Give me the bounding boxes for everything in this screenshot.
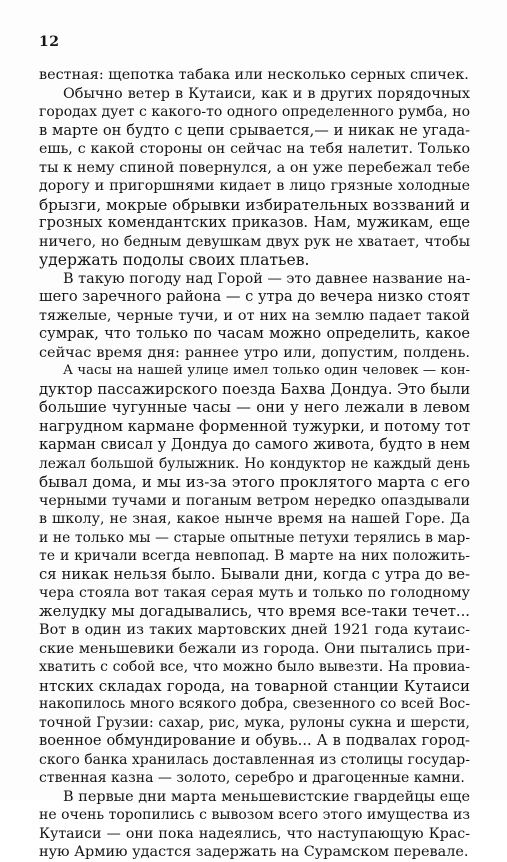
text-line: военное обмундирование и обувь... А в подвалах город- (39, 732, 470, 749)
text-line: дорогу и пригоршнями кидает в лицо грязные холодные (39, 178, 470, 194)
text-line: и не только мы — старые опытные петухи терялись в мар- (39, 529, 470, 546)
text-line: грозных комендантских приказов. Нам, мужикам, еще (39, 214, 470, 231)
page-number: 12 (39, 34, 60, 50)
text-line: А часы на нашей улице имел только один человек — кон- (63, 363, 470, 378)
text-line: точной Грузии: сахар, рис, мука, рулоны сукна и шерсти, (39, 714, 470, 731)
text-line: Обычно ветер в Кутаиси, как и в других порядочных (63, 85, 470, 102)
text-line: большие чугунные часы — они у него лежали в левом (39, 399, 470, 416)
text-line: ты к нему спиной повернулся, а он уже перебежал тебе (39, 159, 470, 176)
text-line: брызги, мокрые обрывки избирательных воззваний и (39, 195, 470, 214)
text-line: нагрудном кармане форменной тужурки, и потому тот (39, 417, 470, 435)
text-line: удержать подолы своих платьев. (39, 251, 310, 269)
text-line: тяжелые, черные тучи, и от них на землю падает такой (39, 307, 470, 324)
text-line: В такую погоду над Горой — это давнее название на- (63, 270, 470, 287)
text-line: нтских складах города, на товарной станции Кутаиси (39, 676, 470, 695)
text-line: не очень торопились с вывозом всего этого имущества из (39, 807, 470, 823)
text-line: сейчас время дня: раннее утро или, допустим, полдень. (39, 344, 470, 361)
text-line: те и кричали всегда невпопад. В марте на них положить- (39, 548, 470, 564)
text-line: хватить с собой все, что можно было вывезти. На провиа- (39, 659, 470, 675)
text-line: в школу, не зная, какое нынче время на нашей Горе. Да (39, 511, 470, 527)
text-line: в марте он будто с цепи срывается,— и никак не угада- (39, 121, 470, 139)
text-line: ственная казна — золото, серебро и драгоценные камни. (39, 770, 465, 786)
text-line: Вот в один из таких мартовских дней 1921 года кутаис- (39, 622, 470, 638)
text-line: вестная: щепотка табака или несколько серных спичек. (39, 67, 469, 83)
text-line: ские меньшевики бежали из города. Они пытались при- (39, 640, 470, 657)
text-line: сумрак, что только по часам можно определить, какое (39, 325, 470, 342)
text-line: чера стояла вот такая серая муть и только по голодному (39, 585, 470, 601)
text-line: желудку мы догадывались, что время все-таки течет... (39, 602, 470, 620)
text-line: черными тучами и поганым ветром нередко опаздывали (39, 492, 470, 509)
text-line: бывал дома, и мы из-за этого проклятого марта с его (39, 473, 470, 491)
text-line: накопилось много всякого добра, свезенного со всей Вос- (39, 696, 470, 712)
body-text (39, 66, 470, 862)
text-line: ную Армию удастся задержать на Сурамском перевале. (39, 844, 469, 860)
text-line: шего заречного района — с утра до вечера низко стоят (39, 288, 470, 305)
text-line: дуктор пассажирского поезда Бахва Дондуа. Это были (39, 380, 470, 398)
text-line: Кутаиси — они пока надеялись, что наступающую Крас- (39, 825, 470, 842)
text-line: карман свисал у Дондуа до самого живота, будто в нем (39, 436, 470, 453)
text-line: ничего, но бедным девушкам двух рук не хватает, чтобы (39, 233, 470, 250)
text-line: ского банка хранилась доставленная из столицы государ- (39, 751, 470, 768)
text-line: В первые дни марта меньшевистские гвардейцы еще (63, 788, 470, 805)
text-line: ешь, с какой стороны он сейчас на тебя налетит. Только (39, 141, 470, 157)
text-line: ся никак нельзя было. Бывали дни, когда с утра до ве- (39, 565, 470, 583)
text-line: городах дует с какого-то одного определенного румба, но (39, 104, 470, 120)
text-line: лежал большой булыжник. Но кондуктор не каждый день (39, 455, 470, 472)
